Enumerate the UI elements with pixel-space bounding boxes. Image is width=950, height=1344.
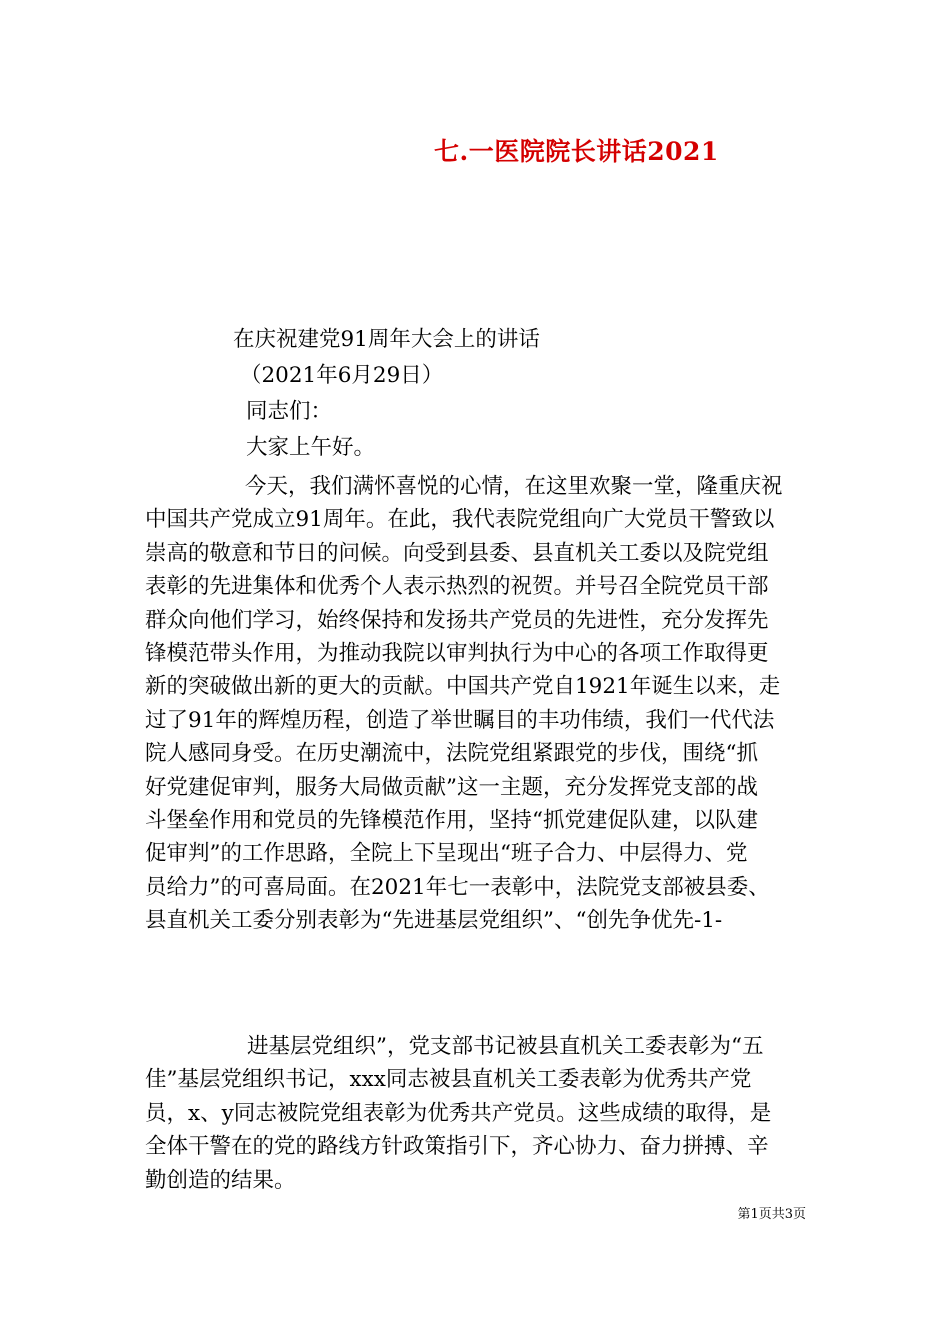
body-line: 进基层党组织”，党支部书记被县直机关工委表彰为“五 <box>247 1034 764 1059</box>
body-line: 今天，我们满怀喜悦的心情，在这里欢聚一堂，隆重庆祝 <box>245 474 783 499</box>
body-paragraph-1 <box>145 470 807 938</box>
body-line: 促审判”的工作思路，全院上下呈现出“班子合力、中层得力、党 <box>145 841 748 867</box>
body-line: 院人感同身受。在历史潮流中，法院党组紧跟党的步伐，围绕“抓 <box>145 741 758 767</box>
page-footer: 第1页共3页 <box>737 1207 806 1222</box>
body-line: 崇高的敬意和节日的问候。向受到县委、县直机关工委以及院党组 <box>145 540 769 566</box>
body-line: 员，x、y同志被院党组表彰为优秀共产党员。这些成绩的取得，是 <box>145 1100 772 1126</box>
body-line: 新的突破做出新的更大的贡献。中国共产党自1921年诞生以来，走 <box>145 674 781 700</box>
body-line: 锋模范带头作用，为推动我院以审判执行为中心的各项工作取得更 <box>145 641 769 667</box>
speech-title: 在庆祝建党91周年大会上的讲话 <box>233 327 540 352</box>
body-line: 县直机关工委分别表彰为“先进基层党组织”、“创先争优先-1- <box>145 908 723 934</box>
body-line: 员给力”的可喜局面。在2021年七一表彰中，法院党支部被县委、 <box>145 874 770 900</box>
body-line: 群众向他们学习，始终保持和发扬共产党员的先进性，充分发挥先 <box>145 607 769 633</box>
body-line: 表彰的先进集体和优秀个人表示热烈的祝贺。并号召全院党员干部 <box>145 574 769 600</box>
body-line: 中国共产党成立91周年。在此，我代表院党组向广大党员干警致以 <box>145 507 775 533</box>
speech-date: （2021年6月29日） <box>240 363 444 388</box>
body-line: 勤创造的结果。 <box>145 1167 296 1193</box>
body-line: 佳”基层党组织书记，xxx同志被县直机关工委表彰为优秀共产党 <box>145 1067 752 1093</box>
body-line: 斗堡垒作用和党员的先锋模范作用，坚持“抓党建促队建，以队建 <box>145 808 758 834</box>
greeting: 大家上午好。 <box>246 435 376 460</box>
document-title: 七.一医院院长讲话2021 <box>434 137 719 166</box>
body-paragraph-2 <box>145 1030 807 1197</box>
salutation: 同志们： <box>246 399 333 424</box>
body-line: 过了91年的辉煌历程，创造了举世瞩目的丰功伟绩，我们一代代法 <box>145 707 775 733</box>
body-line: 全体干警在的党的路线方针政策指引下，齐心协力、奋力拼搏、辛 <box>145 1134 769 1160</box>
body-line: 好党建促审判，服务大局做贡献”这一主题，充分发挥党支部的战 <box>145 774 758 800</box>
